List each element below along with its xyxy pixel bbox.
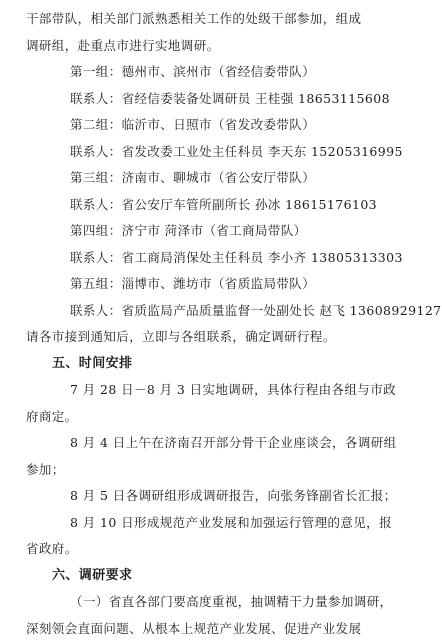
contact-line: 联系人：省质监局产品质量监督一处副处长 赵飞 13608929127: [44, 298, 392, 325]
text-line: 7 月 28 日－8 月 3 日实地调研，具体行程由各组与市政: [44, 377, 392, 404]
section-heading: 五、时间安排: [26, 351, 392, 378]
group-line: 第二组：临沂市、日照市（省发改委带队）: [44, 112, 392, 139]
text-line: 府商定。: [26, 404, 392, 431]
text-line: 参加；: [26, 457, 392, 484]
text-line: 8 月 5 日各调研组形成调研报告，向张务锋副省长汇报；: [44, 483, 392, 510]
contact-line: 联系人：省公安厅车管所副所长 孙冰 18615176103: [44, 192, 392, 219]
text-line: 调研组，赴重点市进行实地调研。: [26, 33, 392, 60]
section-heading: 六、调研要求: [26, 563, 392, 590]
text-line: 省政府。: [26, 536, 392, 563]
text-line: 8 月 4 日上午在济南召开部分骨干企业座谈会，各调研组: [44, 430, 392, 457]
text-line: 干部带队，相关部门派熟悉相关工作的处级干部参加，组成: [26, 6, 392, 33]
group-line: 第五组：淄博市、潍坊市（省质监局带队）: [44, 271, 392, 298]
text-line: （一）省直各部门要高度重视，抽调精干力量参加调研，: [44, 589, 392, 616]
text-line: 8 月 10 日形成规范产业发展和加强运行管理的意见，报: [44, 510, 392, 537]
text-line: 请各市接到通知后，立即与各组联系，确定调研行程。: [26, 324, 392, 351]
text-line: 深刻领会直面问题、从根本上规范产业发展、促进产业发展: [26, 616, 392, 642]
contact-line: 联系人：省发改委工业处主任科员 李天东 15205316995: [44, 139, 392, 166]
contact-line: 联系人：省工商局消保处主任科员 李小齐 13805313303: [44, 245, 392, 272]
contact-line: 联系人：省经信委装备处调研员 王桂强 18653115608: [44, 86, 392, 113]
group-line: 第四组：济宁市 菏泽市（省工商局带队）: [44, 218, 392, 245]
group-line: 第一组：德州市、滨州市（省经信委带队）: [44, 59, 392, 86]
group-line: 第三组：济南市、聊城市（省公安厅带队）: [44, 165, 392, 192]
